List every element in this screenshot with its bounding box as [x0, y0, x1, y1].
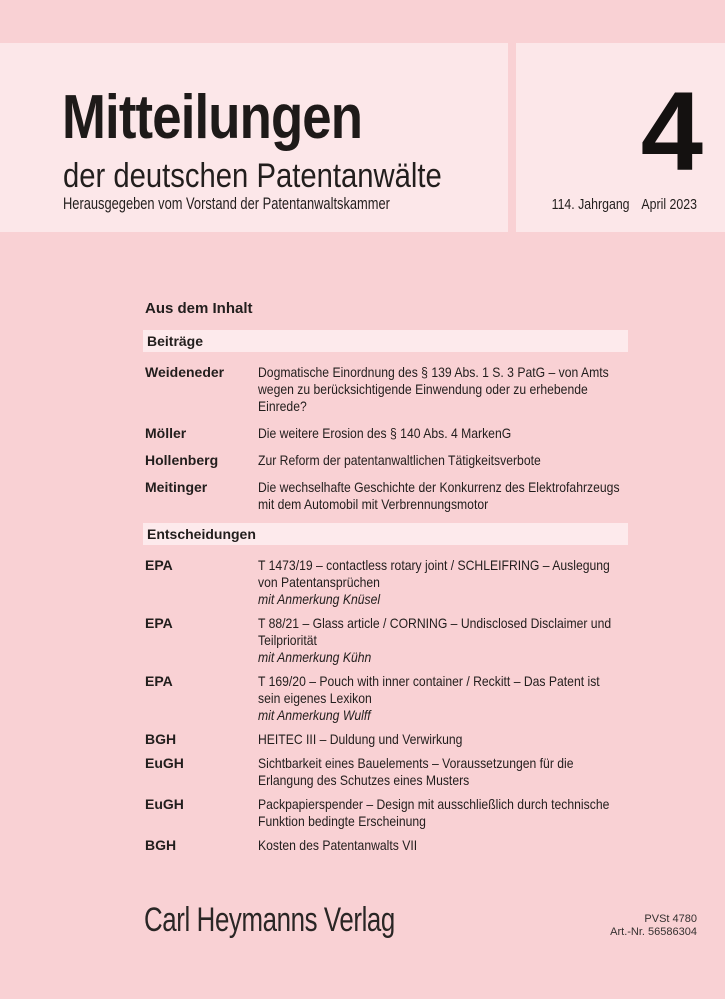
toc-entry: [143, 557, 628, 608]
toc-entry: [143, 364, 628, 415]
section-entscheidungen: [143, 523, 628, 854]
table-of-contents: [143, 300, 628, 861]
toc-entry: [143, 755, 628, 789]
toc-entry: [143, 731, 628, 748]
journal-tagline: Herausgegeben vom Vorstand der Patentanwaltskammer: [63, 195, 390, 213]
entry-court: BGH: [145, 837, 177, 853]
toc-entry: [143, 796, 628, 830]
issue-date: April 2023: [641, 197, 697, 213]
entry-title: [258, 479, 620, 513]
entry-title: [258, 557, 610, 608]
entry-line: Die weitere Erosion des § 140 Abs. 4 MarkenG: [258, 425, 512, 441]
entry-line: sein eigenes Lexikon: [258, 690, 372, 706]
entry-court: EuGH: [145, 755, 184, 771]
toc-entry: [143, 425, 628, 442]
entry-author: Weideneder: [145, 364, 225, 380]
entry-title: [258, 755, 580, 789]
entry-author: Möller: [145, 425, 187, 441]
entry-line: Funktion bedingte Erscheinung: [258, 813, 426, 829]
entry-line: Dogmatische Einordnung des § 139 Abs. 1 S. 3 PatG – von Amts: [258, 364, 609, 380]
entry-line: Teilpriorität: [258, 632, 317, 648]
journal-title: Mitteilungen: [62, 83, 363, 152]
volume-label: 114. Jahrgang: [551, 197, 630, 213]
entry-line: wegen zu berücksichtigende Einwendung oder zu erhebende: [258, 381, 588, 397]
entry-title: [258, 615, 611, 666]
section-title: Entscheidungen: [147, 526, 256, 542]
contents-heading: Aus dem Inhalt: [145, 300, 253, 317]
journal-subtitle: der deutschen Patentanwälte: [63, 157, 442, 195]
entry-line: Die wechselhafte Geschichte der Konkurrenz des Elektrofahrzeugs: [258, 479, 620, 495]
print-info: [610, 913, 697, 939]
entry-line: HEITEC III – Duldung und Verwirkung: [258, 731, 463, 747]
entry-author: Hollenberg: [145, 452, 219, 468]
toc-entry: [143, 615, 628, 666]
article-number: Art.-Nr. 56586304: [610, 926, 697, 938]
entry-court: EPA: [145, 673, 173, 689]
entry-court: EPA: [145, 557, 173, 573]
entry-title: [258, 452, 580, 469]
entry-court: EPA: [145, 615, 173, 631]
entry-title: [258, 796, 609, 830]
entry-note: mit Anmerkung Wulff: [258, 707, 371, 723]
issue-number: 4: [640, 69, 703, 194]
entry-title: [258, 837, 580, 854]
toc-entry: [143, 479, 628, 513]
postal-permit: PVSt 4780: [644, 913, 697, 925]
entry-line: Einrede?: [258, 398, 307, 414]
entry-note: mit Anmerkung Kühn: [258, 649, 372, 665]
entry-line: mit dem Automobil mit Verbrennungsmotor: [258, 496, 489, 512]
entry-line: T 169/20 – Pouch with inner container / Reckitt – Das Patent ist: [258, 673, 600, 689]
section-bar: [143, 330, 628, 352]
entry-court: BGH: [145, 731, 177, 747]
entry-line: Erlangung des Schutzes eines Musters: [258, 772, 470, 788]
entry-title: [258, 731, 580, 748]
section-bar: [143, 523, 628, 545]
section-beitraege: [143, 330, 628, 513]
entry-line: Packpapierspender – Design mit ausschließlich durch technische: [258, 796, 610, 812]
entry-note: mit Anmerkung Knüsel: [258, 591, 381, 607]
entry-line: T 1473/19 – contactless rotary joint / SCHLEIFRING – Auslegung: [258, 557, 610, 573]
section-title: Beiträge: [147, 333, 204, 349]
entry-line: T 88/21 – Glass article / CORNING – Undisclosed Disclaimer und: [258, 615, 612, 631]
entry-title: [258, 425, 580, 442]
entry-title: [258, 364, 609, 415]
entry-line: von Patentansprüchen: [258, 574, 380, 590]
entry-court: EuGH: [145, 796, 184, 812]
entry-title: [258, 673, 600, 724]
toc-entry: [143, 452, 628, 469]
entry-author: Meitinger: [145, 479, 208, 495]
entry-line: Zur Reform der patentanwaltlichen Tätigkeitsverbote: [258, 452, 541, 468]
toc-entry: [143, 673, 628, 724]
toc-entry: [143, 837, 628, 854]
entry-line: Sichtbarkeit eines Bauelements – Voraussetzungen für die: [258, 755, 574, 771]
issue-info: [552, 198, 697, 214]
entry-line: Kosten des Patentanwalts VII: [258, 837, 418, 853]
publisher-name: Carl Heymanns Verlag: [144, 901, 395, 939]
